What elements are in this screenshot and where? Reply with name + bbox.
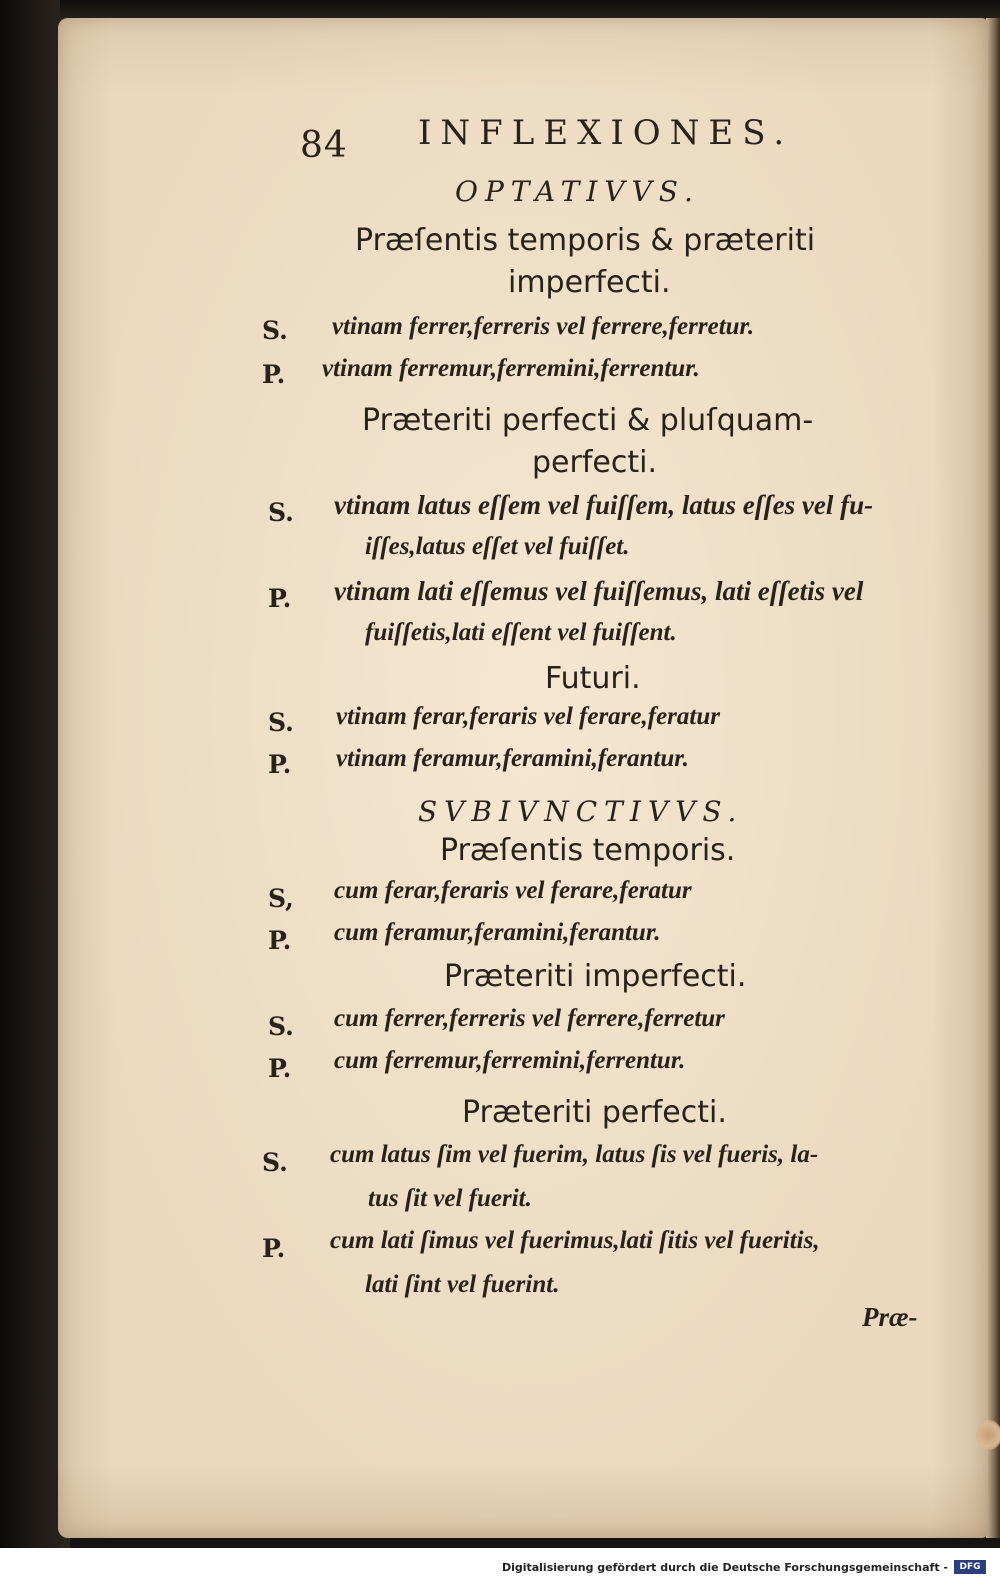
running-head: INFLEXIONES. bbox=[418, 113, 794, 153]
tense-heading: Præteriti imperfecti. bbox=[444, 959, 747, 994]
conjugation-line: vtinam feramur,feramini,ferantur. bbox=[336, 745, 689, 772]
page-number: 84 bbox=[300, 125, 348, 166]
tense-heading: imperfecti. bbox=[508, 265, 671, 300]
number-marker: S. bbox=[268, 1012, 294, 1041]
conjugation-line: vtinam ferar,feraris vel ferare,feratur bbox=[336, 703, 720, 730]
number-marker: S, bbox=[268, 884, 294, 913]
tense-heading: Præteriti perfecti. bbox=[462, 1095, 727, 1130]
conjugation-line: cum ferremur,ferremini,ferrentur. bbox=[334, 1047, 686, 1074]
number-marker: P. bbox=[268, 1054, 292, 1083]
catchword: Præ- bbox=[862, 1302, 918, 1332]
number-marker: P. bbox=[268, 750, 292, 779]
number-marker: S. bbox=[268, 498, 294, 527]
number-marker: S. bbox=[262, 1148, 288, 1177]
number-marker: S. bbox=[262, 316, 288, 345]
conjugation-line: cum ferrer,ferreris vel ferrere,ferretur bbox=[334, 1005, 725, 1032]
number-marker: P. bbox=[262, 360, 286, 389]
number-marker: S. bbox=[268, 708, 294, 737]
number-marker: P. bbox=[262, 1234, 286, 1263]
tense-heading: Præſentis temporis & præteriti bbox=[355, 223, 816, 258]
conjugation-continuation: lati ſint vel fuerint. bbox=[365, 1271, 560, 1298]
conjugation-continuation: tus ſit vel fuerit. bbox=[368, 1185, 532, 1212]
dfg-logo: DFG bbox=[954, 1560, 986, 1574]
conjugation-line: cum feramur,feramini,ferantur. bbox=[334, 919, 661, 946]
tense-heading: perfecti. bbox=[532, 445, 657, 480]
tense-heading: Futuri. bbox=[545, 661, 641, 696]
page-stack-edge bbox=[986, 18, 1000, 1538]
conjugation-line: cum lati ſimus vel fuerimus,lati ſitis vel fueritis, bbox=[330, 1227, 820, 1254]
digitization-footer bbox=[0, 1548, 1000, 1588]
section-title-optativus: OPTATIVVS. bbox=[455, 175, 700, 208]
conjugation-line: vtinam ferrer,ferreris vel ferrere,ferretur. bbox=[332, 313, 755, 340]
tense-heading: Præſentis temporis. bbox=[440, 833, 736, 868]
conjugation-line: vtinam ferremur,ferremini,ferrentur. bbox=[322, 355, 700, 382]
footer-credit: Digitalisierung gefördert durch die Deutsche Forschungsgemeinschaft - bbox=[501, 1561, 948, 1574]
conjugation-continuation: fuiſſetis,lati eſſent vel fuiſſent. bbox=[365, 619, 677, 646]
number-marker: P. bbox=[268, 926, 292, 955]
conjugation-line: cum ferar,feraris vel ferare,feratur bbox=[334, 877, 692, 904]
conjugation-continuation: iſſes,latus eſſet vel fuiſſet. bbox=[365, 533, 630, 560]
number-marker: P. bbox=[268, 584, 292, 613]
section-title-subiunctivus: SVBIVNCTIVVS. bbox=[418, 795, 744, 828]
conjugation-line: cum latus ſim vel fuerim, latus ſis vel fueris, la- bbox=[330, 1141, 819, 1168]
conjugation-line: vtinam lati eſſemus vel fuiſſemus, lati eſſetis vel bbox=[334, 576, 864, 606]
conjugation-line: vtinam latus eſſem vel fuiſſem, latus eſſes vel fu- bbox=[334, 490, 874, 520]
tense-heading: Præteriti perfecti & pluſquam- bbox=[362, 403, 814, 438]
paper-stain bbox=[976, 1420, 1000, 1450]
